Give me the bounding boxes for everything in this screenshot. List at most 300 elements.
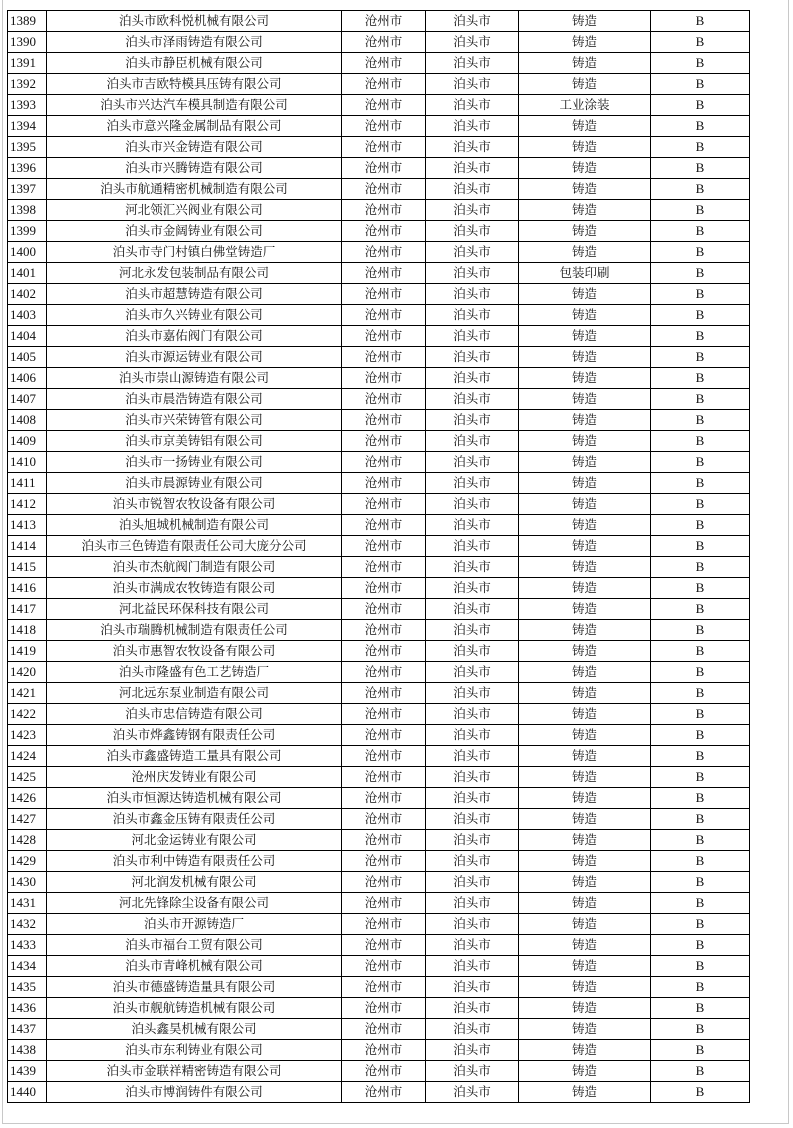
row-number-cell: 1400 <box>8 242 47 263</box>
row-number-cell: 1432 <box>8 914 47 935</box>
county-cell: 泊头市 <box>426 389 519 410</box>
row-number-cell: 1425 <box>8 767 47 788</box>
row-number-cell: 1395 <box>8 137 47 158</box>
grade-cell: B <box>651 788 750 809</box>
row-number-cell: 1407 <box>8 389 47 410</box>
city-cell: 沧州市 <box>342 557 426 578</box>
grade-cell: B <box>651 32 750 53</box>
grade-cell: B <box>651 158 750 179</box>
row-number-cell: 1414 <box>8 536 47 557</box>
table-row <box>8 893 750 914</box>
grade-cell: B <box>651 284 750 305</box>
county-cell: 泊头市 <box>426 368 519 389</box>
industry-cell: 铸造 <box>519 725 651 746</box>
company-name-cell: 泊头市兴荣铸管有限公司 <box>47 410 342 431</box>
industry-cell: 铸造 <box>519 599 651 620</box>
industry-cell: 铸造 <box>519 578 651 599</box>
industry-cell: 铸造 <box>519 326 651 347</box>
county-cell: 泊头市 <box>426 305 519 326</box>
grade-cell: B <box>651 410 750 431</box>
company-name-cell: 泊头市一扬铸业有限公司 <box>47 452 342 473</box>
grade-cell: B <box>651 683 750 704</box>
county-cell: 泊头市 <box>426 536 519 557</box>
row-number-cell: 1393 <box>8 95 47 116</box>
row-number-cell: 1419 <box>8 641 47 662</box>
company-table <box>7 10 750 1103</box>
table-row <box>8 935 750 956</box>
company-name-cell: 泊头市意兴隆金属制品有限公司 <box>47 116 342 137</box>
city-cell: 沧州市 <box>342 662 426 683</box>
row-number-cell: 1404 <box>8 326 47 347</box>
industry-cell: 铸造 <box>519 53 651 74</box>
industry-cell: 铸造 <box>519 158 651 179</box>
company-name-cell: 泊头市德盛铸造量具有限公司 <box>47 977 342 998</box>
grade-cell: B <box>651 242 750 263</box>
grade-cell: B <box>651 830 750 851</box>
city-cell: 沧州市 <box>342 956 426 977</box>
industry-cell: 铸造 <box>519 368 651 389</box>
city-cell: 沧州市 <box>342 851 426 872</box>
table-row <box>8 200 750 221</box>
row-number-cell: 1437 <box>8 1019 47 1040</box>
row-number-cell: 1389 <box>8 11 47 32</box>
industry-cell: 铸造 <box>519 998 651 1019</box>
county-cell: 泊头市 <box>426 704 519 725</box>
table-row <box>8 851 750 872</box>
industry-cell: 铸造 <box>519 1019 651 1040</box>
company-name-cell: 泊头市兴达汽车模具制造有限公司 <box>47 95 342 116</box>
county-cell: 泊头市 <box>426 347 519 368</box>
industry-cell: 铸造 <box>519 704 651 725</box>
company-name-cell: 泊头市吉欧特模具压铸有限公司 <box>47 74 342 95</box>
grade-cell: B <box>651 452 750 473</box>
company-name-cell: 泊头市舰航铸造机械有限公司 <box>47 998 342 1019</box>
grade-cell: B <box>651 767 750 788</box>
city-cell: 沧州市 <box>342 452 426 473</box>
company-name-cell: 泊头市博润铸件有限公司 <box>47 1082 342 1103</box>
table-row <box>8 431 750 452</box>
grade-cell: B <box>651 179 750 200</box>
company-name-cell: 泊头市忠信铸造有限公司 <box>47 704 342 725</box>
county-cell: 泊头市 <box>426 410 519 431</box>
table-row <box>8 788 750 809</box>
row-number-cell: 1435 <box>8 977 47 998</box>
county-cell: 泊头市 <box>426 200 519 221</box>
table-row <box>8 326 750 347</box>
industry-cell: 铸造 <box>519 116 651 137</box>
county-cell: 泊头市 <box>426 1082 519 1103</box>
city-cell: 沧州市 <box>342 95 426 116</box>
table-row <box>8 1082 750 1103</box>
grade-cell: B <box>651 95 750 116</box>
row-number-cell: 1422 <box>8 704 47 725</box>
company-name-cell: 泊头市利中铸造有限责任公司 <box>47 851 342 872</box>
city-cell: 沧州市 <box>342 683 426 704</box>
company-name-cell: 泊头市京美铸铝有限公司 <box>47 431 342 452</box>
city-cell: 沧州市 <box>342 347 426 368</box>
row-number-cell: 1408 <box>8 410 47 431</box>
table-row <box>8 998 750 1019</box>
company-name-cell: 河北益民环保科技有限公司 <box>47 599 342 620</box>
city-cell: 沧州市 <box>342 914 426 935</box>
table-row <box>8 137 750 158</box>
table-row <box>8 410 750 431</box>
table-row <box>8 956 750 977</box>
county-cell: 泊头市 <box>426 746 519 767</box>
table-row <box>8 368 750 389</box>
county-cell: 泊头市 <box>426 515 519 536</box>
table-row <box>8 746 750 767</box>
city-cell: 沧州市 <box>342 641 426 662</box>
grade-cell: B <box>651 809 750 830</box>
row-number-cell: 1438 <box>8 1040 47 1061</box>
table-row <box>8 872 750 893</box>
table-row <box>8 641 750 662</box>
city-cell: 沧州市 <box>342 893 426 914</box>
county-cell: 泊头市 <box>426 578 519 599</box>
city-cell: 沧州市 <box>342 116 426 137</box>
city-cell: 沧州市 <box>342 788 426 809</box>
row-number-cell: 1433 <box>8 935 47 956</box>
row-number-cell: 1418 <box>8 620 47 641</box>
table-row <box>8 620 750 641</box>
industry-cell: 铸造 <box>519 872 651 893</box>
grade-cell: B <box>651 893 750 914</box>
row-number-cell: 1401 <box>8 263 47 284</box>
grade-cell: B <box>651 347 750 368</box>
city-cell: 沧州市 <box>342 998 426 1019</box>
industry-cell: 铸造 <box>519 977 651 998</box>
row-number-cell: 1392 <box>8 74 47 95</box>
county-cell: 泊头市 <box>426 851 519 872</box>
company-name-cell: 泊头市崇山源铸造有限公司 <box>47 368 342 389</box>
city-cell: 沧州市 <box>342 305 426 326</box>
table-row <box>8 704 750 725</box>
grade-cell: B <box>651 641 750 662</box>
row-number-cell: 1417 <box>8 599 47 620</box>
city-cell: 沧州市 <box>342 221 426 242</box>
grade-cell: B <box>651 200 750 221</box>
city-cell: 沧州市 <box>342 830 426 851</box>
county-cell: 泊头市 <box>426 116 519 137</box>
city-cell: 沧州市 <box>342 704 426 725</box>
table-row <box>8 599 750 620</box>
table-row <box>8 725 750 746</box>
city-cell: 沧州市 <box>342 515 426 536</box>
county-cell: 泊头市 <box>426 263 519 284</box>
company-name-cell: 泊头市瑞腾机械制造有限责任公司 <box>47 620 342 641</box>
table-row <box>8 53 750 74</box>
county-cell: 泊头市 <box>426 788 519 809</box>
company-name-cell: 泊头市超慧铸造有限公司 <box>47 284 342 305</box>
company-name-cell: 泊头旭城机械制造有限公司 <box>47 515 342 536</box>
industry-cell: 铸造 <box>519 788 651 809</box>
table-row <box>8 32 750 53</box>
row-number-cell: 1428 <box>8 830 47 851</box>
county-cell: 泊头市 <box>426 662 519 683</box>
industry-cell: 铸造 <box>519 914 651 935</box>
city-cell: 沧州市 <box>342 767 426 788</box>
industry-cell: 铸造 <box>519 683 651 704</box>
county-cell: 泊头市 <box>426 95 519 116</box>
county-cell: 泊头市 <box>426 179 519 200</box>
company-name-cell: 泊头市福台工贸有限公司 <box>47 935 342 956</box>
county-cell: 泊头市 <box>426 53 519 74</box>
county-cell: 泊头市 <box>426 725 519 746</box>
company-name-cell: 河北远东泵业制造有限公司 <box>47 683 342 704</box>
industry-cell: 铸造 <box>519 137 651 158</box>
city-cell: 沧州市 <box>342 1040 426 1061</box>
industry-cell: 铸造 <box>519 200 651 221</box>
city-cell: 沧州市 <box>342 389 426 410</box>
city-cell: 沧州市 <box>342 11 426 32</box>
county-cell: 泊头市 <box>426 494 519 515</box>
table-row <box>8 1061 750 1082</box>
company-name-cell: 泊头市静臣机械有限公司 <box>47 53 342 74</box>
industry-cell: 铸造 <box>519 893 651 914</box>
county-cell: 泊头市 <box>426 683 519 704</box>
company-name-cell: 泊头市寺门村镇白佛堂铸造厂 <box>47 242 342 263</box>
county-cell: 泊头市 <box>426 809 519 830</box>
table-row <box>8 242 750 263</box>
row-number-cell: 1439 <box>8 1061 47 1082</box>
county-cell: 泊头市 <box>426 242 519 263</box>
industry-cell: 铸造 <box>519 347 651 368</box>
company-name-cell: 泊头鑫昊机械有限公司 <box>47 1019 342 1040</box>
county-cell: 泊头市 <box>426 473 519 494</box>
industry-cell: 铸造 <box>519 242 651 263</box>
county-cell: 泊头市 <box>426 158 519 179</box>
row-number-cell: 1426 <box>8 788 47 809</box>
company-name-cell: 泊头市金联祥精密铸造有限公司 <box>47 1061 342 1082</box>
grade-cell: B <box>651 515 750 536</box>
grade-cell: B <box>651 1082 750 1103</box>
industry-cell: 铸造 <box>519 641 651 662</box>
row-number-cell: 1430 <box>8 872 47 893</box>
grade-cell: B <box>651 53 750 74</box>
industry-cell: 铸造 <box>519 221 651 242</box>
county-cell: 泊头市 <box>426 914 519 935</box>
company-name-cell: 河北先锋除尘设备有限公司 <box>47 893 342 914</box>
company-name-cell: 泊头市惠智农牧设备有限公司 <box>47 641 342 662</box>
grade-cell: B <box>651 599 750 620</box>
table-row <box>8 74 750 95</box>
row-number-cell: 1431 <box>8 893 47 914</box>
city-cell: 沧州市 <box>342 977 426 998</box>
table-row <box>8 914 750 935</box>
county-cell: 泊头市 <box>426 221 519 242</box>
row-number-cell: 1405 <box>8 347 47 368</box>
county-cell: 泊头市 <box>426 32 519 53</box>
row-number-cell: 1397 <box>8 179 47 200</box>
grade-cell: B <box>651 74 750 95</box>
county-cell: 泊头市 <box>426 452 519 473</box>
table-row <box>8 809 750 830</box>
city-cell: 沧州市 <box>342 368 426 389</box>
county-cell: 泊头市 <box>426 767 519 788</box>
industry-cell: 铸造 <box>519 1082 651 1103</box>
city-cell: 沧州市 <box>342 725 426 746</box>
city-cell: 沧州市 <box>342 410 426 431</box>
county-cell: 泊头市 <box>426 431 519 452</box>
row-number-cell: 1412 <box>8 494 47 515</box>
table-row <box>8 683 750 704</box>
industry-cell: 铸造 <box>519 956 651 977</box>
company-name-cell: 泊头市晨源铸业有限公司 <box>47 473 342 494</box>
grade-cell: B <box>651 557 750 578</box>
grade-cell: B <box>651 662 750 683</box>
grade-cell: B <box>651 389 750 410</box>
city-cell: 沧州市 <box>342 32 426 53</box>
company-name-cell: 泊头市兴腾铸造有限公司 <box>47 158 342 179</box>
table-row <box>8 263 750 284</box>
city-cell: 沧州市 <box>342 137 426 158</box>
county-cell: 泊头市 <box>426 977 519 998</box>
table-row <box>8 536 750 557</box>
company-name-cell: 泊头市嘉佑阀门有限公司 <box>47 326 342 347</box>
company-name-cell: 泊头市久兴铸业有限公司 <box>47 305 342 326</box>
city-cell: 沧州市 <box>342 1082 426 1103</box>
industry-cell: 铸造 <box>519 74 651 95</box>
table-row <box>8 1040 750 1061</box>
company-name-cell: 河北润发机械有限公司 <box>47 872 342 893</box>
industry-cell: 铸造 <box>519 662 651 683</box>
table-row <box>8 347 750 368</box>
industry-cell: 铸造 <box>519 284 651 305</box>
row-number-cell: 1416 <box>8 578 47 599</box>
grade-cell: B <box>651 914 750 935</box>
table-row <box>8 11 750 32</box>
county-cell: 泊头市 <box>426 830 519 851</box>
county-cell: 泊头市 <box>426 557 519 578</box>
grade-cell: B <box>651 851 750 872</box>
county-cell: 泊头市 <box>426 284 519 305</box>
row-number-cell: 1394 <box>8 116 47 137</box>
county-cell: 泊头市 <box>426 620 519 641</box>
city-cell: 沧州市 <box>342 746 426 767</box>
industry-cell: 铸造 <box>519 389 651 410</box>
company-name-cell: 泊头市烨鑫铸钢有限责任公司 <box>47 725 342 746</box>
table-row <box>8 284 750 305</box>
grade-cell: B <box>651 956 750 977</box>
city-cell: 沧州市 <box>342 326 426 347</box>
grade-cell: B <box>651 473 750 494</box>
county-cell: 泊头市 <box>426 1040 519 1061</box>
city-cell: 沧州市 <box>342 200 426 221</box>
table-row <box>8 515 750 536</box>
city-cell: 沧州市 <box>342 1061 426 1082</box>
table-row <box>8 179 750 200</box>
row-number-cell: 1398 <box>8 200 47 221</box>
row-number-cell: 1440 <box>8 1082 47 1103</box>
row-number-cell: 1424 <box>8 746 47 767</box>
table-row <box>8 494 750 515</box>
company-name-cell: 泊头市欧科悦机械有限公司 <box>47 11 342 32</box>
grade-cell: B <box>651 116 750 137</box>
county-cell: 泊头市 <box>426 935 519 956</box>
company-name-cell: 泊头市东利铸业有限公司 <box>47 1040 342 1061</box>
grade-cell: B <box>651 305 750 326</box>
grade-cell: B <box>651 725 750 746</box>
city-cell: 沧州市 <box>342 872 426 893</box>
row-number-cell: 1423 <box>8 725 47 746</box>
row-number-cell: 1411 <box>8 473 47 494</box>
company-name-cell: 泊头市杰航阀门制造有限公司 <box>47 557 342 578</box>
industry-cell: 铸造 <box>519 32 651 53</box>
company-name-cell: 泊头市泽雨铸造有限公司 <box>47 32 342 53</box>
grade-cell: B <box>651 494 750 515</box>
county-cell: 泊头市 <box>426 998 519 1019</box>
row-number-cell: 1415 <box>8 557 47 578</box>
table-row <box>8 662 750 683</box>
row-number-cell: 1434 <box>8 956 47 977</box>
industry-cell: 铸造 <box>519 557 651 578</box>
row-number-cell: 1402 <box>8 284 47 305</box>
city-cell: 沧州市 <box>342 284 426 305</box>
company-name-cell: 河北领汇兴阀业有限公司 <box>47 200 342 221</box>
row-number-cell: 1421 <box>8 683 47 704</box>
industry-cell: 铸造 <box>519 410 651 431</box>
grade-cell: B <box>651 746 750 767</box>
company-name-cell: 泊头市鑫盛铸造工量具有限公司 <box>47 746 342 767</box>
company-name-cell: 泊头市兴金铸造有限公司 <box>47 137 342 158</box>
row-number-cell: 1406 <box>8 368 47 389</box>
grade-cell: B <box>651 221 750 242</box>
industry-cell: 铸造 <box>519 179 651 200</box>
industry-cell: 铸造 <box>519 536 651 557</box>
industry-cell: 铸造 <box>519 1061 651 1082</box>
county-cell: 泊头市 <box>426 893 519 914</box>
industry-cell: 铸造 <box>519 851 651 872</box>
city-cell: 沧州市 <box>342 809 426 830</box>
table-row <box>8 221 750 242</box>
row-number-cell: 1410 <box>8 452 47 473</box>
city-cell: 沧州市 <box>342 599 426 620</box>
table-row <box>8 977 750 998</box>
company-name-cell: 泊头市恒源达铸造机械有限公司 <box>47 788 342 809</box>
city-cell: 沧州市 <box>342 53 426 74</box>
company-name-cell: 泊头市晨浩铸造有限公司 <box>47 389 342 410</box>
company-name-cell: 泊头市锐智农牧设备有限公司 <box>47 494 342 515</box>
grade-cell: B <box>651 263 750 284</box>
county-cell: 泊头市 <box>426 1061 519 1082</box>
grade-cell: B <box>651 935 750 956</box>
company-name-cell: 泊头市开源铸造厂 <box>47 914 342 935</box>
city-cell: 沧州市 <box>342 1019 426 1040</box>
company-name-cell: 泊头市源运铸业有限公司 <box>47 347 342 368</box>
row-number-cell: 1396 <box>8 158 47 179</box>
industry-cell: 铸造 <box>519 767 651 788</box>
county-cell: 泊头市 <box>426 599 519 620</box>
row-number-cell: 1399 <box>8 221 47 242</box>
industry-cell: 铸造 <box>519 620 651 641</box>
county-cell: 泊头市 <box>426 956 519 977</box>
table-row <box>8 578 750 599</box>
county-cell: 泊头市 <box>426 11 519 32</box>
grade-cell: B <box>651 536 750 557</box>
grade-cell: B <box>651 1019 750 1040</box>
grade-cell: B <box>651 998 750 1019</box>
city-cell: 沧州市 <box>342 74 426 95</box>
industry-cell: 铸造 <box>519 473 651 494</box>
grade-cell: B <box>651 431 750 452</box>
industry-cell: 铸造 <box>519 11 651 32</box>
city-cell: 沧州市 <box>342 242 426 263</box>
city-cell: 沧州市 <box>342 179 426 200</box>
grade-cell: B <box>651 1061 750 1082</box>
industry-cell: 工业涂装 <box>519 95 651 116</box>
row-number-cell: 1390 <box>8 32 47 53</box>
